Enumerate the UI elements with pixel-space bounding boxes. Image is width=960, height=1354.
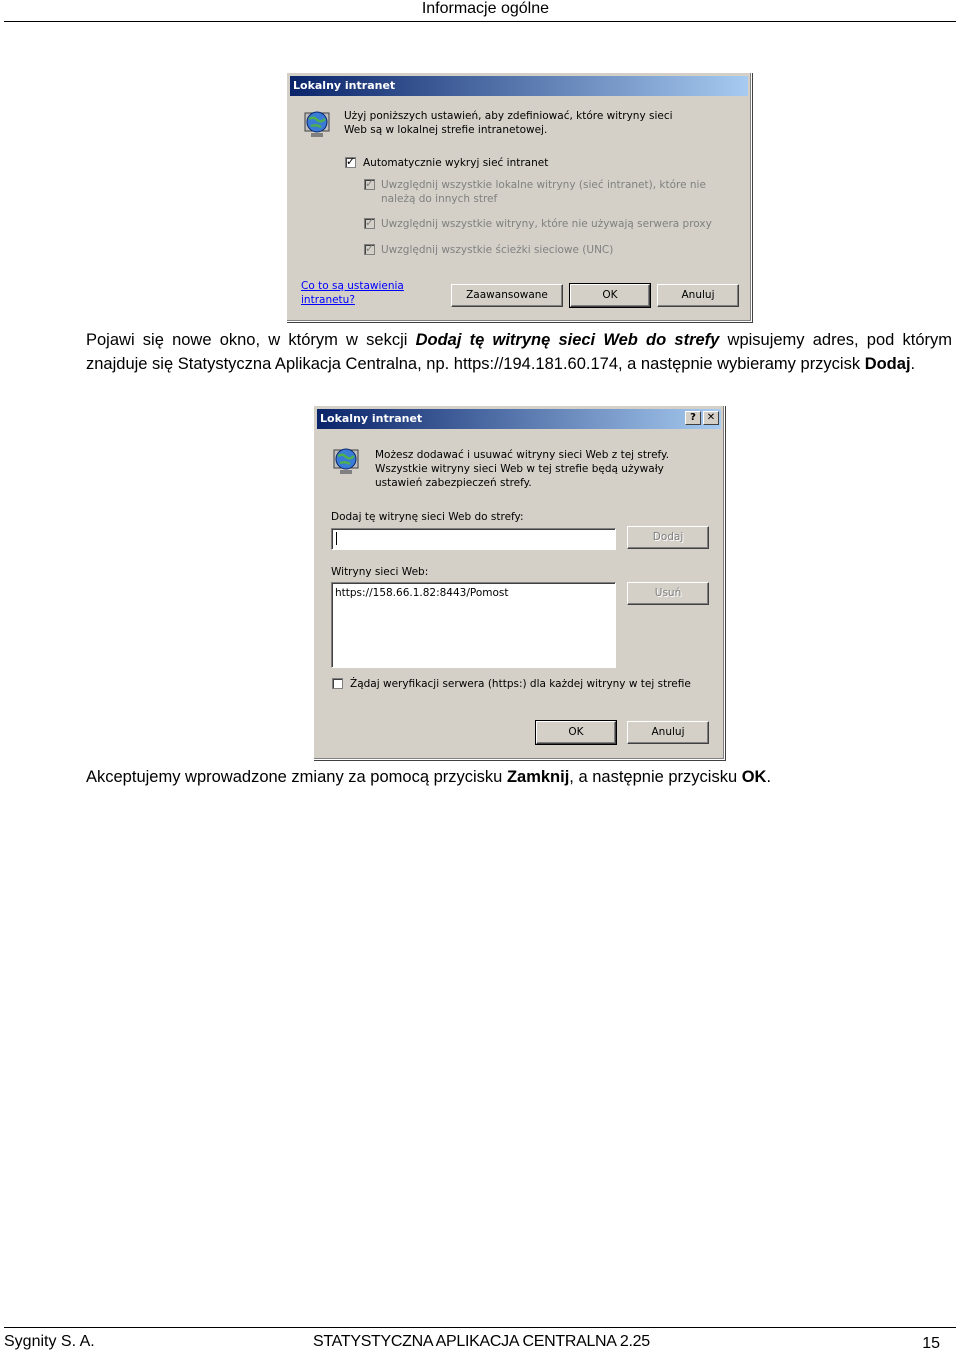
dialog-description: Możesz dodawać i usuwać witryny sieci Web z tej strefy. Wszystkie witryny sieci Web w tej strefie będą używały ustawień zabezpieczeń strefy. [375, 449, 670, 489]
intranet-sites-dialog [313, 405, 725, 760]
text-caret [336, 532, 337, 545]
sites-list-label: Witryny sieci Web: [331, 566, 429, 578]
https-verify-checkbox[interactable] [332, 678, 343, 689]
ok-button[interactable]: OK [536, 721, 616, 744]
ok-button[interactable]: OK [570, 284, 650, 307]
add-site-label: Dodaj tę witrynę sieci Web do strefy: [331, 511, 524, 523]
auto-detect-label: Automatycznie wykryj sieć intranet [363, 157, 549, 169]
dialog-title: Lokalny intranet [293, 79, 396, 92]
unc-paths-label: Uwzględnij wszystkie ścieżki sieciowe (UNC) [381, 244, 614, 256]
no-proxy-checkbox[interactable] [364, 218, 375, 229]
cancel-button[interactable]: Anuluj [627, 721, 709, 744]
no-proxy-label: Uwzględnij wszystkie witryny, które nie używają serwera proxy [381, 218, 712, 230]
page-footer [4, 1327, 956, 1354]
close-icon[interactable]: ✕ [703, 411, 719, 425]
header-title: Informacje ogólne [421, 0, 549, 17]
instruction-paragraph-2: Akceptujemy wprowadzone zmiany za pomocą przycisku Zamknij, a następnie przycisku OK. [86, 768, 772, 786]
intranet-help-link[interactable]: Co to są ustawienia intranetu? [301, 280, 404, 306]
dialog-titlebar [290, 76, 748, 96]
add-site-input[interactable] [331, 528, 616, 550]
local-sites-checkbox[interactable] [364, 179, 375, 190]
help-button[interactable]: ? [685, 411, 701, 425]
page-number: 15 [922, 1335, 940, 1352]
advanced-button[interactable]: Zaawansowane [451, 284, 563, 307]
unc-paths-checkbox[interactable] [364, 244, 375, 255]
globe-monitor-icon [330, 444, 364, 478]
auto-detect-checkbox[interactable] [345, 157, 356, 168]
dialog-description: Użyj poniższych ustawień, aby zdefiniować, które witryny sieci Web są w lokalnej strefie intranetowej. [344, 110, 673, 136]
sites-list[interactable] [331, 582, 616, 668]
page-header [4, 0, 956, 22]
add-button[interactable]: Dodaj [627, 526, 709, 549]
dialog-title: Lokalny intranet [320, 412, 423, 425]
footer-company: Sygnity S. A. [4, 1333, 95, 1350]
list-item[interactable]: https://158.66.1.82:8443/Pomost [335, 587, 509, 599]
instruction-paragraph-1: Pojawi się nowe okno, w którym w sekcji Dodaj tę witrynę sieci Web do strefy wpisujemy adres, pod którym znajduje się Statystyczna Aplikacja Centralna, np. https://194.181.60.174, a następnie wybieramy przycisk Dodaj. [86, 331, 953, 373]
local-sites-label: Uwzględnij wszystkie lokalne witryny (sieć intranet), które nie należą do innych stref [381, 179, 706, 205]
intranet-settings-dialog [286, 72, 752, 322]
globe-monitor-icon [301, 107, 335, 141]
dialog-titlebar [317, 409, 721, 429]
remove-button[interactable]: Usuń [627, 582, 709, 605]
https-verify-label: Żądaj weryfikacji serwera (https:) dla każdej witryny w tej strefie [350, 678, 691, 690]
cancel-button[interactable]: Anuluj [657, 284, 739, 307]
footer-product: STATYSTYCZNA APLIKACJA CENTRALNA 2.25 [313, 1333, 650, 1350]
